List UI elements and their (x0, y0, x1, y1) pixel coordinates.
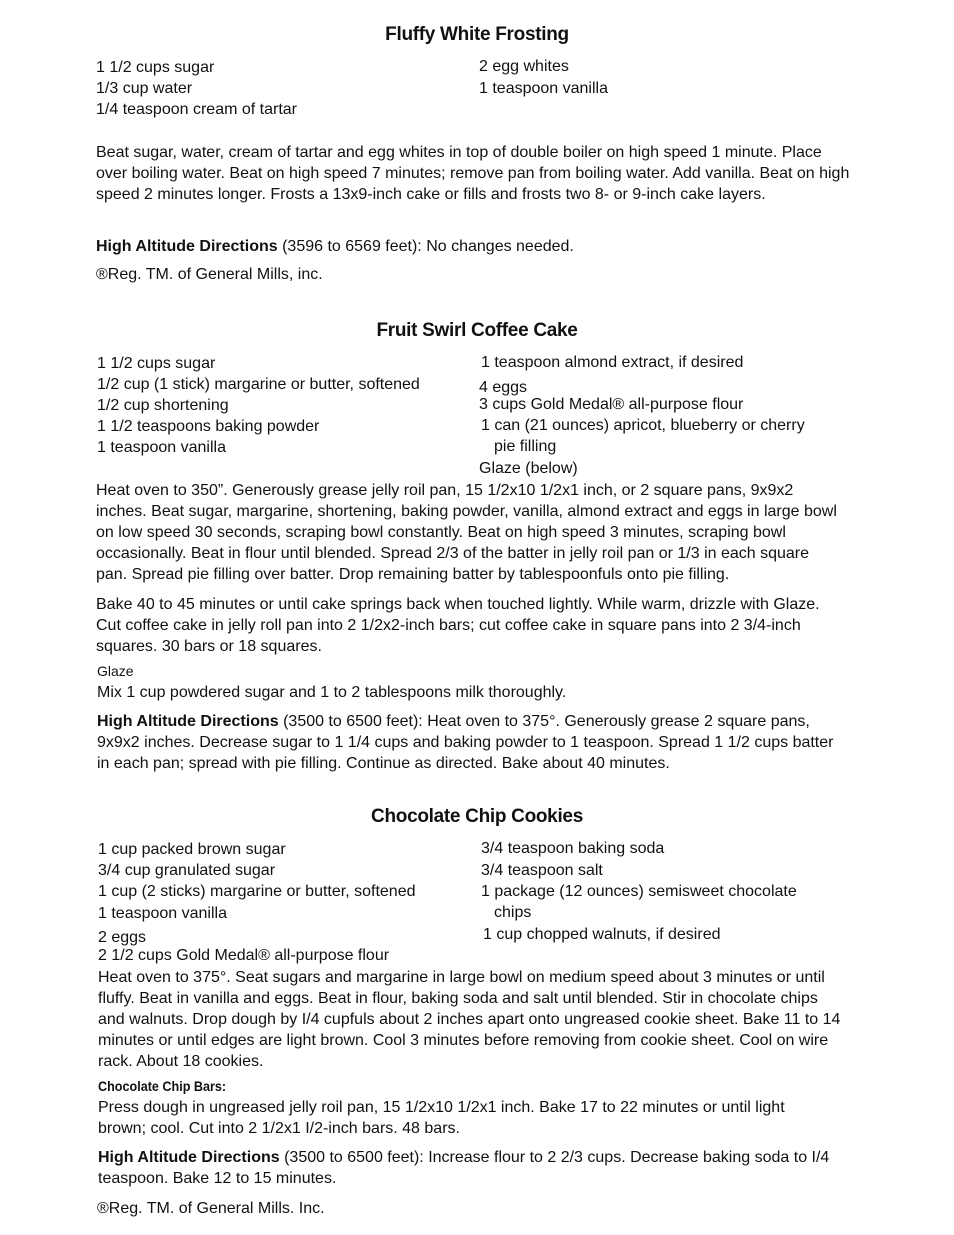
cookies-ingredient: 3/4 cup granulated sugar (98, 862, 276, 879)
coffee-cake-bake: Bake 40 to 45 minutes or until cake springs back when touched lightly. While warm, drizzle with Glaze. Cut coffee cake in jelly roll pan into 2 1/2x2-inch bars; cut coffee cake in square pans into 2 3/4-inch squares. 30 bars or 18 squares. (96, 596, 820, 655)
frosting-ingredient: 1 teaspoon vanilla (479, 80, 608, 97)
altitude-label: High Altitude Directions (97, 713, 279, 730)
coffee-cake-ingredient: 1 can (21 ounces) apricot, blueberry or cherry (481, 417, 805, 434)
glaze-label: Glaze (97, 663, 134, 679)
coffee-cake-ingredient: 3 cups Gold Medal® all-purpose flour (479, 396, 744, 413)
coffee-cake-title: Fruit Swirl Coffee Cake (376, 320, 578, 341)
cookies-ingredient: 2 1/2 cups Gold Medal® all-purpose flour (98, 947, 390, 964)
coffee-cake-ingredient: 1 1/2 teaspoons baking powder (97, 418, 320, 435)
trademark-note: ®Reg. TM. of General Mills, inc. (96, 266, 323, 283)
cookies-title: Chocolate Chip Cookies (371, 806, 583, 827)
coffee-cake-ingredient: 1 teaspoon vanilla (97, 439, 226, 456)
cookies-ingredient: chips (494, 904, 532, 921)
coffee-cake-ingredient: 1 1/2 cups sugar (97, 355, 216, 372)
frosting-ingredient: 2 egg whites (479, 58, 569, 75)
coffee-cake-ingredient: 1/2 cup (1 stick) margarine or butter, softened (97, 376, 420, 393)
coffee-cake-ingredient: 1/2 cup shortening (97, 397, 229, 414)
bars-text: Press dough in ungreased jelly roil pan, 15 1/2x10 1/2x1 inch. Bake 17 to 22 minutes or until light brown; cool. Cut into 2 1/2x1 I/2-inch bars. 48 bars. (98, 1099, 785, 1137)
cookies-ingredient: 1 cup (2 sticks) margarine or butter, softened (98, 883, 416, 900)
frosting-ingredient: 1/4 teaspoon cream of tartar (96, 101, 297, 118)
cookies-ingredient: 3/4 teaspoon salt (481, 862, 603, 879)
coffee-cake-ingredient: 1 teaspoon almond extract, if desired (481, 354, 744, 371)
coffee-cake-ingredient: 4 eggs (479, 379, 528, 396)
frosting-altitude (96, 236, 856, 257)
coffee-cake-directions: Heat oven to 350”. Generously grease jelly roil pan, 15 1/2x10 1/2x1 inch, or 2 square pans, 9x9x2 inches. Beat sugar, margarine, shortening, baking powder, vanilla, almond extract and eggs in large bowl on low speed 30 seconds, scraping bowl constantly. Beat on high speed 3 minutes, scraping bowl occasionally. Beat in flour until blended. Spread 2/3 of the batter in jelly roil pan or 1/3 in each square pan. Spread pie filling over batter. Drop remaining batter by tablespoonfuls onto pie filling. (96, 482, 837, 583)
frosting-ingredient: 1 1/2 cups sugar (96, 59, 215, 76)
cookies-directions: Heat oven to 375°. Seat sugars and margarine in large bowl on medium speed about 3 minutes or until fluffy. Beat in vanilla and eggs. Beat in flour, baking soda and salt until blended. Stir in chocolate chips and walnuts. Drop dough by I/4 cupfuls about 2 inches apart onto ungreased cookie sheet. Bake 11 to 14 minutes or until edges are light brown. Cool 3 minutes before removing from cookie sheet. Cool on wire rack. About 18 cookies. (98, 969, 841, 1070)
frosting-title: Fluffy White Frosting (385, 24, 569, 45)
cookies-ingredient: 2 eggs (98, 929, 147, 946)
glaze-text: Mix 1 cup powdered sugar and 1 to 2 tablespoons milk thoroughly. (97, 684, 567, 701)
trademark-note: ®Reg. TM. of General Mills. Inc. (97, 1200, 325, 1217)
cookies-ingredient: 1 package (12 ounces) semisweet chocolate (481, 883, 797, 900)
altitude-text: (3500 to 6500 feet): Increase flour to 2 2/3 cups. Decrease baking soda to I/4 teaspoon. Bake 12 to 15 minutes. (98, 1149, 830, 1187)
cookies-ingredient: 3/4 teaspoon baking soda (481, 840, 665, 857)
cookies-altitude (98, 1147, 848, 1189)
cookies-ingredient: 1 teaspoon vanilla (98, 905, 227, 922)
altitude-text: (3596 to 6569 feet): No changes needed. (282, 238, 574, 255)
frosting-ingredient: 1/3 cup water (96, 80, 193, 97)
altitude-label: High Altitude Directions (98, 1149, 280, 1166)
cookies-ingredient: 1 cup chopped walnuts, if desired (483, 926, 721, 943)
coffee-cake-ingredient: Glaze (below) (479, 460, 578, 477)
frosting-directions: Beat sugar, water, cream of tartar and egg whites in top of double boiler on high speed 1 minute. Place over boiling water. Beat on high speed 7 minutes; remove pan from boiling water. Add vanilla. Beat on high speed 2 minutes longer. Frosts a 13x9-inch cake or fills and frosts two 8- or 9-inch cake layers. (96, 144, 850, 203)
coffee-cake-ingredient: pie filling (494, 438, 557, 455)
altitude-label: High Altitude Directions (96, 238, 278, 255)
altitude-text: (3500 to 6500 feet): Heat oven to 375°. Generously grease 2 square pans, 9x9x2 inches. Decrease sugar to 1 1/4 cups and baking powder to 1 teaspoon. Spread 1 1/2 cups batter in each pan; spread with pie filling. Continue as directed. Bake about 40 minutes. (97, 713, 834, 772)
cookies-ingredient: 1 cup packed brown sugar (98, 841, 286, 858)
coffee-cake-altitude (97, 711, 837, 774)
bars-label: Chocolate Chip Bars: (98, 1078, 227, 1094)
